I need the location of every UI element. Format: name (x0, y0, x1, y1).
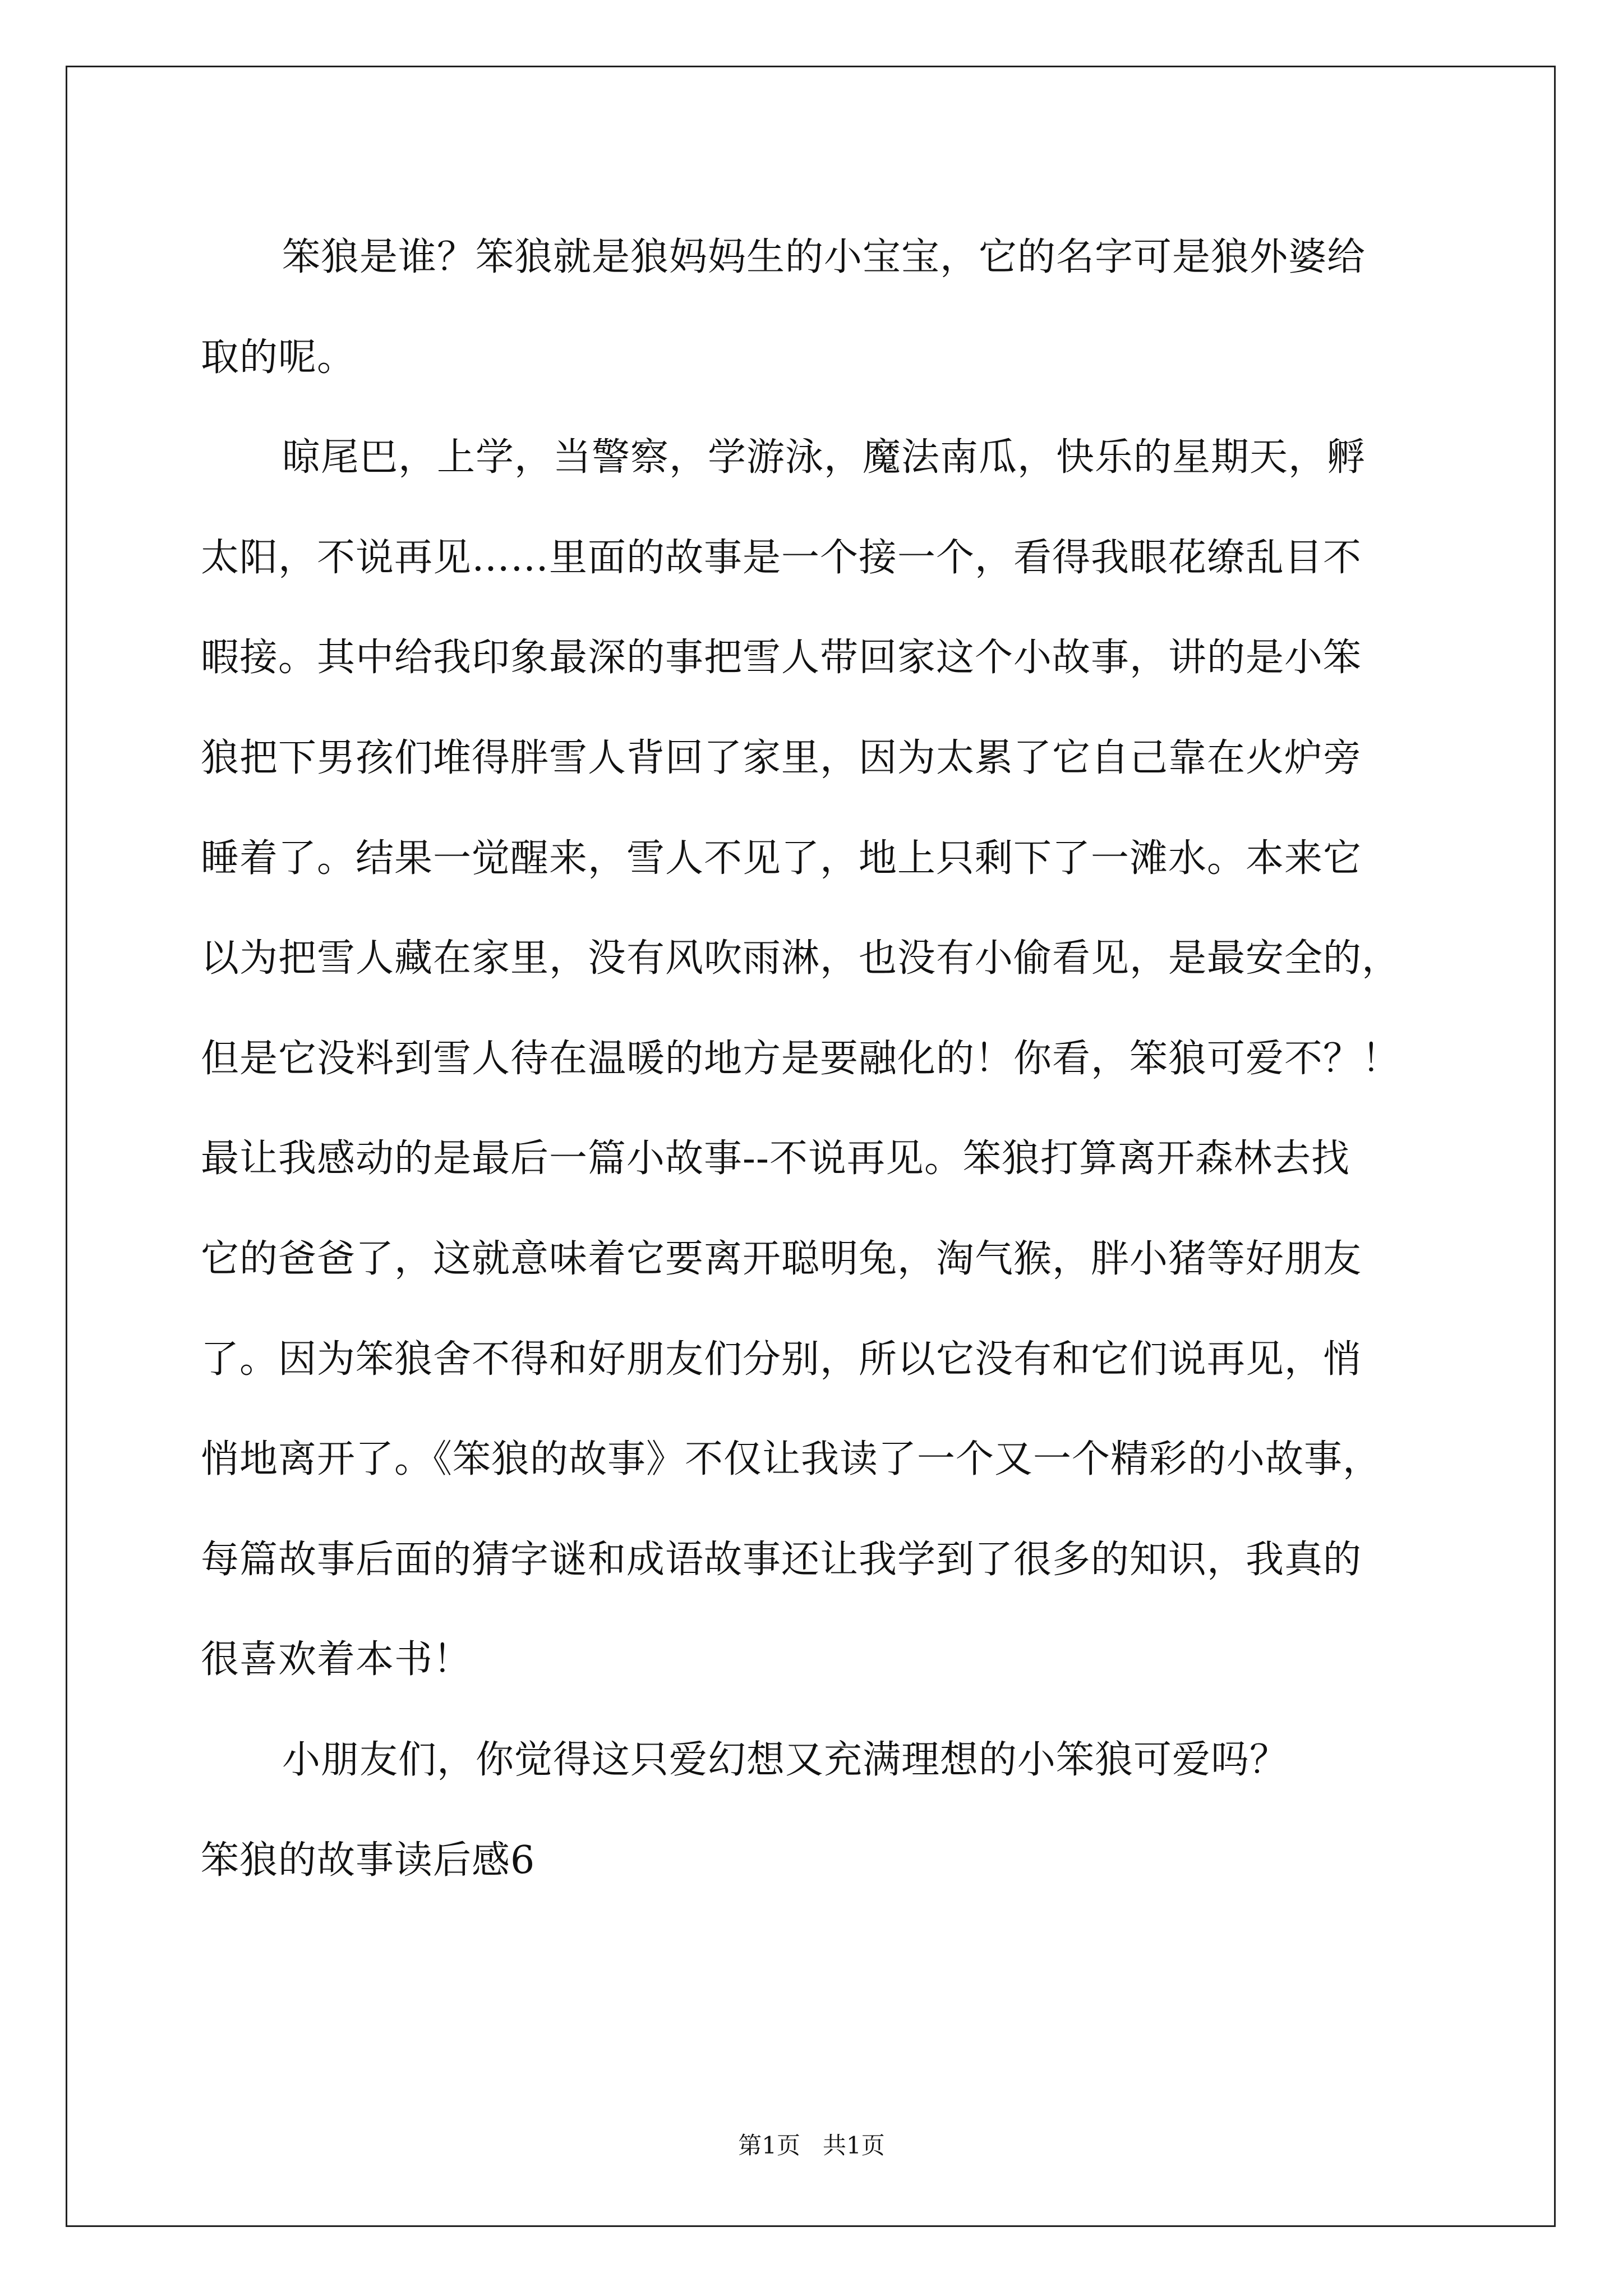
paragraph-2-line-4: 狼把下男孩们堆得胖雪人背回了家里，因为太累了它自己靠在火炉旁 (201, 735, 1362, 780)
paragraph-1-line-1: 笨狼是谁？笨狼就是狼妈妈生的小宝宝，它的名字可是狼外婆给 (282, 235, 1366, 279)
paragraph-2-line-2: 太阳，不说再见……里面的故事是一个接一个，看得我眼花缭乱目不 (201, 535, 1362, 580)
paragraph-2-line-13: 很喜欢着本书！ (201, 1637, 472, 1682)
paragraph-2-line-11: 悄地离开了。《笨狼的故事》不仅让我读了一个又一个精彩的小故事， (201, 1437, 1382, 1482)
document-body (201, 208, 1429, 1911)
paragraph-2-line-7: 但是它没料到雪人待在温暖的地方是要融化的！你看，笨狼可爱不？！ (201, 1036, 1401, 1081)
paragraph-2-line-8: 最让我感动的是最后一篇小故事--不说再见。笨狼打算离开森林去找 (201, 1137, 1350, 1181)
paragraph-2-line-5: 睡着了。结果一觉醒来，雪人不见了，地上只剩下了一滩水。本来它 (201, 836, 1362, 881)
paragraph-1-line-2: 取的呢。 (201, 335, 356, 380)
paragraph-2-line-9: 它的爸爸了，这就意味着它要离开聪明兔，淘气猴，胖小猪等好朋友 (201, 1236, 1362, 1281)
paragraph-2-line-12: 每篇故事后面的猜字谜和成语故事还让我学到了很多的知识，我真的 (201, 1537, 1362, 1582)
paragraph-3-line-1: 小朋友们，你觉得这只爱幻想又充满理想的小笨狼可爱吗？ (282, 1737, 1289, 1782)
paragraph-2-line-6: 以为把雪人藏在家里，没有风吹雨淋，也没有小偷看见，是最安全的， (201, 936, 1401, 981)
paragraph-2-line-10: 了。因为笨狼舍不得和好朋友们分别，所以它没有和它们说再见，悄 (201, 1337, 1362, 1382)
section-heading: 笨狼的故事读后感6 (201, 1838, 536, 1883)
paragraph-2-line-1: 晾尾巴，上学，当警察，学游泳，魔法南瓜，快乐的星期天，孵 (282, 435, 1366, 480)
page-footer: 第1页 共1页 (738, 2132, 885, 2159)
paragraph-2-line-3: 暇接。其中给我印象最深的事把雪人带回家这个小故事，讲的是小笨 (201, 636, 1362, 680)
